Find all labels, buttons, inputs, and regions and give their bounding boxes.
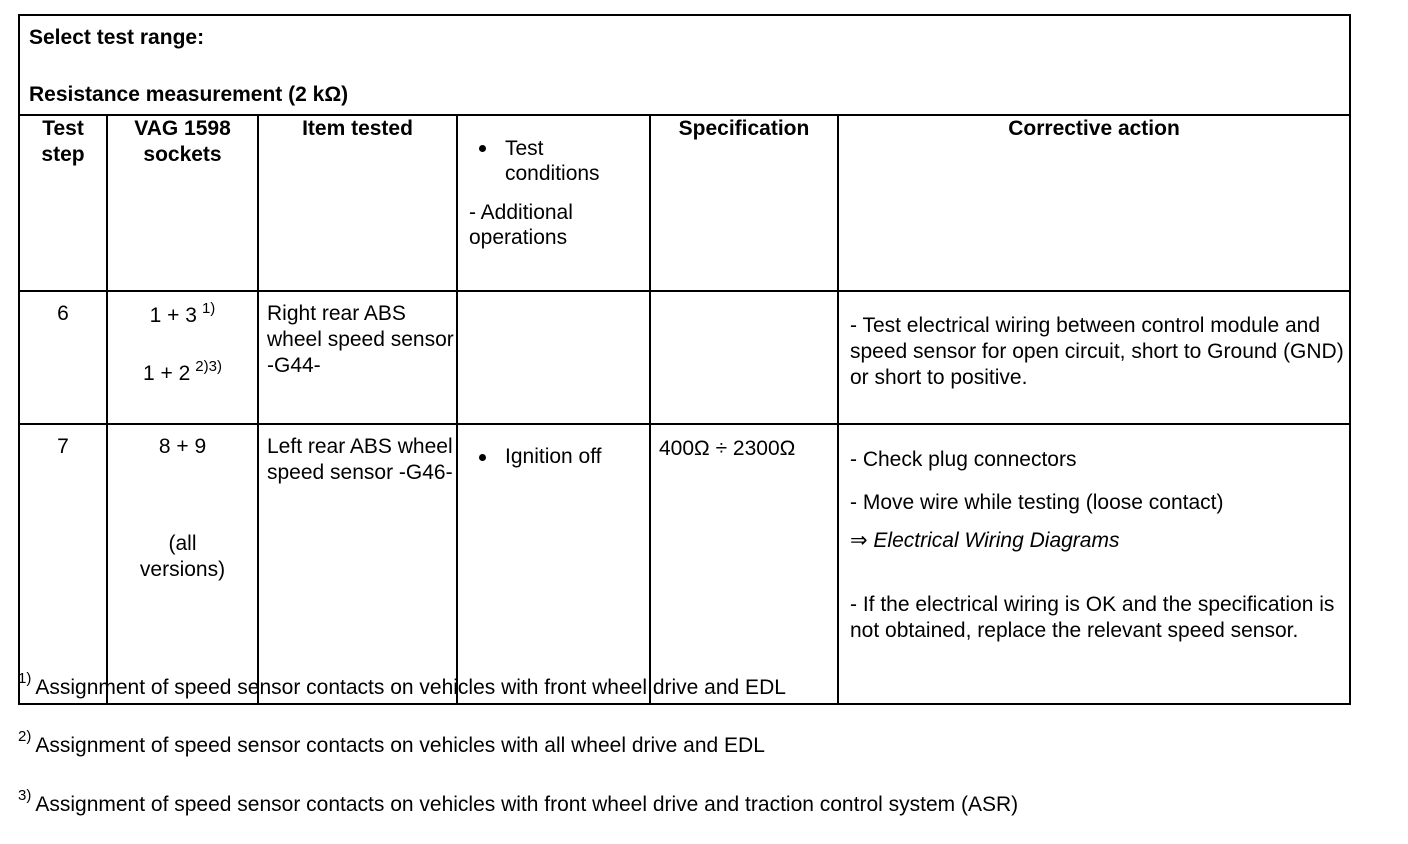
row-sockets: [107, 291, 258, 424]
header-additional-operations: - Additional operations: [469, 201, 573, 249]
condition-text: Ignition off: [505, 445, 602, 468]
header-test-step: Test step: [19, 115, 107, 291]
header-specification: Specification: [650, 115, 838, 291]
bullet-icon: [479, 454, 486, 461]
row-step: 6: [19, 291, 107, 424]
header-row: [19, 115, 1350, 291]
footnote: [18, 728, 765, 758]
row-item-tested: Right rear ABS wheel speed sensor -G44-: [258, 291, 457, 424]
row-item-tested: Left rear ABS wheel speed sensor -G46-: [258, 424, 457, 704]
socket-value: 8 + 9: [158, 435, 207, 458]
socket-entry: [108, 358, 257, 386]
test-range-mode: Resistance measurement (2 kΩ): [29, 83, 349, 106]
socket-value: 1 + 3: [149, 304, 197, 327]
bullet-icon: [479, 145, 486, 152]
action-item: - Check plug connectors: [850, 448, 1077, 471]
condition-bullet-line: [458, 445, 649, 469]
footnote-mark: 1): [18, 670, 32, 687]
header-corrective-action: Corrective action: [838, 115, 1350, 291]
socket-value: 1 + 2: [143, 362, 191, 385]
row-sockets: [107, 424, 258, 704]
row-step: 7: [19, 424, 107, 704]
table-row: [19, 424, 1350, 704]
socket-note: (all versions): [139, 532, 226, 581]
row-specification: 400Ω ÷ 2300Ω: [650, 424, 838, 704]
row-corrective-action: [838, 424, 1350, 704]
test-range-title: Select test range:: [29, 26, 205, 49]
action-item: - Move wire while testing (loose contact): [850, 491, 1224, 514]
row-corrective-action: [838, 291, 1350, 424]
row-specification: [650, 291, 838, 424]
test-range-row: [19, 15, 1350, 115]
footnote-mark: 2): [18, 728, 32, 745]
table-row: [19, 291, 1350, 424]
socket-entry: [108, 300, 257, 328]
footnote-ref: 2)3): [195, 358, 222, 375]
test-table: [18, 14, 1351, 705]
header-conditions-bullet-line: [469, 136, 649, 186]
header-conditions: [457, 115, 650, 291]
action-item: - Test electrical wiring between control module and speed sensor for open circuit, short to Ground (GND) or short to positive.: [850, 314, 1344, 389]
footnote: [18, 670, 786, 700]
header-sockets: VAG 1598 sockets: [107, 115, 258, 291]
footnote-text: Assignment of speed sensor contacts on vehicles with all wheel drive and EDL: [35, 734, 765, 757]
footnote-ref: 1): [201, 300, 216, 317]
footnote: [18, 787, 1019, 817]
test-table-page: [18, 14, 1349, 705]
action-item: - If the electrical wiring is OK and the specification is not obtained, replace the relevant speed sensor.: [850, 593, 1335, 642]
footnote-text: Assignment of speed sensor contacts on vehicles with front wheel drive and traction control system (ASR): [35, 793, 1019, 816]
wiring-diagrams-link[interactable]: ⇒ Electrical Wiring Diagrams: [850, 529, 1120, 552]
footnote-mark: 3): [18, 787, 32, 804]
footnote-text: Assignment of speed sensor contacts on vehicles with front wheel drive and EDL: [35, 676, 786, 699]
header-test-conditions: Test conditions: [505, 137, 600, 185]
row-conditions: [457, 424, 650, 704]
test-range-cell: [19, 15, 1350, 115]
header-item-tested: Item tested: [258, 115, 457, 291]
row-conditions: [457, 291, 650, 424]
